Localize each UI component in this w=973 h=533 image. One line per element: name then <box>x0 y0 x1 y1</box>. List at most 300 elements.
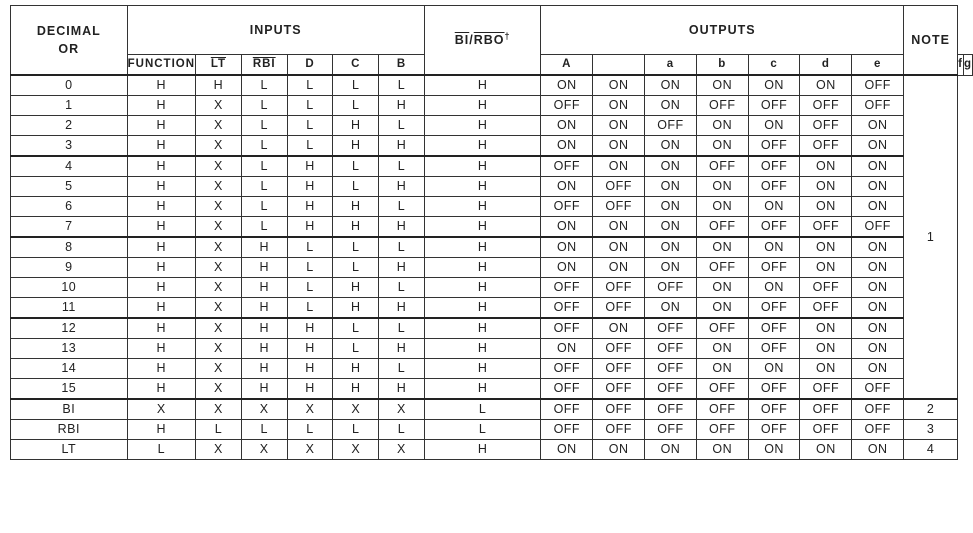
input-cell: H <box>241 318 287 339</box>
input-cell: H <box>379 258 425 278</box>
input-cell: H <box>196 75 242 96</box>
output-cell: OFF <box>645 379 697 400</box>
output-col-g: g <box>963 55 972 76</box>
input-cell: L <box>379 237 425 258</box>
output-cell: OFF <box>852 75 904 96</box>
function-cell: 11 <box>11 298 128 319</box>
output-cell: ON <box>541 237 593 258</box>
output-cell: OFF <box>593 379 645 400</box>
output-cell: OFF <box>593 298 645 319</box>
input-cell: L <box>287 258 333 278</box>
input-cell: H <box>333 116 379 136</box>
input-cell: L <box>287 298 333 319</box>
truth-table-body <box>11 75 973 460</box>
input-cell: X <box>379 440 425 460</box>
output-cell: OFF <box>645 359 697 379</box>
input-cell: L <box>287 96 333 116</box>
input-cell: L <box>379 156 425 177</box>
input-cell: H <box>379 96 425 116</box>
output-cell: ON <box>852 156 904 177</box>
input-cell: X <box>196 237 242 258</box>
input-cell: X <box>196 278 242 298</box>
bi-label: $\overline{BI}$ <box>454 32 470 47</box>
output-cell: ON <box>541 258 593 278</box>
input-cell: H <box>287 197 333 217</box>
output-cell: OFF <box>593 339 645 359</box>
output-cell: ON <box>748 359 800 379</box>
function-cell: 12 <box>11 318 128 339</box>
function-cell: 15 <box>11 379 128 400</box>
output-cell: OFF <box>800 96 852 116</box>
table-row <box>11 440 973 460</box>
input-cell: H <box>379 177 425 197</box>
output-cell: ON <box>696 440 748 460</box>
input-cell: L <box>333 237 379 258</box>
function-cell: 10 <box>11 278 128 298</box>
output-cell: ON <box>593 318 645 339</box>
output-cell: ON <box>593 237 645 258</box>
output-cell: OFF <box>748 420 800 440</box>
input-cell: X <box>196 177 242 197</box>
input-cell: H <box>127 197 195 217</box>
output-cell: OFF <box>593 420 645 440</box>
input-cell: H <box>333 379 379 400</box>
output-cell: ON <box>645 217 697 238</box>
output-cell: ON <box>593 440 645 460</box>
output-cell: ON <box>645 298 697 319</box>
table-row <box>11 399 973 420</box>
output-cell: OFF <box>748 339 800 359</box>
output-cell: OFF <box>645 318 697 339</box>
output-cell: ON <box>800 258 852 278</box>
output-cell: ON <box>696 136 748 157</box>
input-cell: X <box>379 399 425 420</box>
bi-rbo-cell: L <box>424 399 541 420</box>
output-cell: ON <box>696 177 748 197</box>
input-cell: L <box>287 116 333 136</box>
output-cell: ON <box>541 116 593 136</box>
output-cell: ON <box>748 75 800 96</box>
output-cell: ON <box>800 359 852 379</box>
function-cell: 4 <box>11 156 128 177</box>
output-cell: OFF <box>593 359 645 379</box>
table-row <box>11 318 973 339</box>
input-cell: H <box>127 75 195 96</box>
input-col-d: D <box>287 55 333 76</box>
input-cell: H <box>287 156 333 177</box>
output-cell: OFF <box>696 156 748 177</box>
input-cell: H <box>241 359 287 379</box>
output-cell: OFF <box>748 399 800 420</box>
output-cell: OFF <box>800 420 852 440</box>
output-cell: ON <box>852 318 904 339</box>
output-cell: OFF <box>748 258 800 278</box>
input-cell: X <box>333 440 379 460</box>
input-cell: H <box>127 420 195 440</box>
input-col-a: A <box>541 55 593 76</box>
input-cell: H <box>241 258 287 278</box>
note-header: NOTE <box>904 6 958 76</box>
input-cell: L <box>379 197 425 217</box>
output-cell: ON <box>852 440 904 460</box>
bi-rbo-cell: H <box>424 278 541 298</box>
function-cell: BI <box>11 399 128 420</box>
output-cell: ON <box>852 278 904 298</box>
input-cell: X <box>196 440 242 460</box>
input-cell: H <box>241 298 287 319</box>
function-cell: 6 <box>11 197 128 217</box>
input-cell: H <box>379 379 425 400</box>
output-cell: OFF <box>541 298 593 319</box>
bi-rbo-cell: H <box>424 75 541 96</box>
input-cell: H <box>127 359 195 379</box>
output-cell: ON <box>748 278 800 298</box>
output-cell: ON <box>645 156 697 177</box>
table-row <box>11 359 973 379</box>
dagger-mark: † <box>504 30 511 41</box>
output-cell: OFF <box>696 217 748 238</box>
inputs-header: INPUTS <box>127 6 424 55</box>
output-cell: ON <box>645 440 697 460</box>
function-header: FUNCTION <box>127 55 195 76</box>
bi-rbo-cell: H <box>424 440 541 460</box>
input-cell: L <box>333 339 379 359</box>
input-cell: H <box>333 197 379 217</box>
input-cell: L <box>196 420 242 440</box>
input-cell: H <box>287 217 333 238</box>
input-cell: L <box>287 278 333 298</box>
output-cell: ON <box>593 136 645 157</box>
output-cell: OFF <box>748 298 800 319</box>
input-cell: H <box>127 237 195 258</box>
output-cell: OFF <box>593 197 645 217</box>
output-cell: ON <box>800 339 852 359</box>
input-col-c: C <box>333 55 379 76</box>
input-cell: X <box>196 298 242 319</box>
input-cell: H <box>379 339 425 359</box>
input-cell: X <box>196 318 242 339</box>
output-cell: OFF <box>696 420 748 440</box>
output-cell: OFF <box>696 258 748 278</box>
input-cell: X <box>127 399 195 420</box>
output-cell: OFF <box>748 177 800 197</box>
table-row <box>11 156 973 177</box>
output-cell: ON <box>852 237 904 258</box>
function-cell: 14 <box>11 359 128 379</box>
output-cell: OFF <box>800 217 852 238</box>
output-cell: OFF <box>800 116 852 136</box>
input-cell: L <box>241 136 287 157</box>
decimal-header <box>11 6 128 76</box>
output-cell: ON <box>800 177 852 197</box>
bi-rbo-separator: / <box>469 32 474 47</box>
outputs-header: OUTPUTS <box>541 6 904 55</box>
output-cell: ON <box>593 75 645 96</box>
bi-rbo-cell: H <box>424 136 541 157</box>
input-cell: L <box>379 318 425 339</box>
output-cell: OFF <box>541 420 593 440</box>
output-cell: ON <box>645 237 697 258</box>
input-cell: H <box>287 339 333 359</box>
table-row <box>11 75 973 96</box>
output-cell: ON <box>541 217 593 238</box>
input-cell: L <box>333 75 379 96</box>
input-cell: H <box>241 278 287 298</box>
output-cell: OFF <box>541 399 593 420</box>
output-cell: ON <box>541 339 593 359</box>
bi-rbo-header <box>424 6 541 76</box>
input-cell: X <box>196 116 242 136</box>
input-cell: H <box>333 217 379 238</box>
table-row <box>11 217 973 238</box>
output-cell: OFF <box>593 278 645 298</box>
input-cell: H <box>333 359 379 379</box>
output-cell: ON <box>748 197 800 217</box>
function-cell: RBI <box>11 420 128 440</box>
function-cell: 7 <box>11 217 128 238</box>
output-cell: ON <box>852 298 904 319</box>
output-cell: ON <box>800 440 852 460</box>
output-cell: ON <box>541 177 593 197</box>
decimal-header-line2: OR <box>58 42 80 56</box>
input-cell: H <box>127 116 195 136</box>
output-cell: OFF <box>541 156 593 177</box>
output-col-a: a <box>645 55 697 76</box>
output-cell: OFF <box>748 156 800 177</box>
table-row <box>11 96 973 116</box>
input-cell: H <box>127 96 195 116</box>
output-cell: ON <box>696 278 748 298</box>
output-cell: OFF <box>541 379 593 400</box>
input-cell: H <box>127 258 195 278</box>
output-cell: ON <box>593 258 645 278</box>
input-cell: L <box>287 136 333 157</box>
input-cell: L <box>241 217 287 238</box>
input-cell: X <box>196 136 242 157</box>
output-cell: ON <box>541 75 593 96</box>
input-cell: H <box>127 217 195 238</box>
input-cell: L <box>333 156 379 177</box>
input-cell: L <box>241 177 287 197</box>
table-row <box>11 116 973 136</box>
output-cell: ON <box>593 156 645 177</box>
output-cell: OFF <box>645 278 697 298</box>
input-cell: H <box>287 318 333 339</box>
input-cell: X <box>196 339 242 359</box>
output-cell: ON <box>748 237 800 258</box>
bi-rbo-cell: H <box>424 96 541 116</box>
input-cell: H <box>333 136 379 157</box>
input-cell: X <box>287 399 333 420</box>
input-cell: X <box>241 399 287 420</box>
table-row <box>11 258 973 278</box>
output-col-b: b <box>696 55 748 76</box>
input-cell: L <box>333 258 379 278</box>
decimal-header-line1: DECIMAL <box>36 24 101 38</box>
output-col-e: e <box>852 55 904 76</box>
input-cell: L <box>287 75 333 96</box>
output-col-f: f <box>958 55 964 76</box>
input-cell: H <box>241 379 287 400</box>
input-cell: L <box>333 177 379 197</box>
input-col-b: B <box>379 55 425 76</box>
input-cell: L <box>333 420 379 440</box>
input-cell: H <box>127 379 195 400</box>
bi-rbo-cell: L <box>424 420 541 440</box>
output-cell: ON <box>852 339 904 359</box>
function-cell: 2 <box>11 116 128 136</box>
bi-rbo-cell: H <box>424 116 541 136</box>
output-cell: OFF <box>852 420 904 440</box>
output-cell: ON <box>800 156 852 177</box>
input-cell: X <box>196 399 242 420</box>
output-cell: OFF <box>645 116 697 136</box>
output-cell: OFF <box>748 96 800 116</box>
input-cell: L <box>333 96 379 116</box>
output-cell: ON <box>800 318 852 339</box>
table-row <box>11 379 973 400</box>
input-cell: X <box>333 399 379 420</box>
output-cell: OFF <box>852 399 904 420</box>
input-cell: X <box>196 379 242 400</box>
table-row <box>11 420 973 440</box>
input-cell: H <box>379 298 425 319</box>
output-col-d: d <box>800 55 852 76</box>
output-cell: ON <box>645 136 697 157</box>
output-cell: OFF <box>748 379 800 400</box>
output-cell: ON <box>748 440 800 460</box>
input-cell: H <box>287 379 333 400</box>
note-cell-rbi: 3 <box>904 420 958 440</box>
input-cell: H <box>333 298 379 319</box>
truth-table <box>10 5 973 460</box>
input-cell: H <box>127 278 195 298</box>
output-cell: ON <box>852 177 904 197</box>
output-cell: OFF <box>852 96 904 116</box>
bi-rbo-cell: H <box>424 298 541 319</box>
function-cell: 8 <box>11 237 128 258</box>
output-cell: ON <box>696 116 748 136</box>
output-cell: ON <box>645 75 697 96</box>
input-cell: L <box>379 116 425 136</box>
input-cell: L <box>127 440 195 460</box>
input-cell: H <box>127 156 195 177</box>
output-cell: ON <box>800 75 852 96</box>
input-cell: X <box>196 217 242 238</box>
output-cell: OFF <box>748 217 800 238</box>
function-cell: 1 <box>11 96 128 116</box>
input-cell: X <box>196 359 242 379</box>
input-cell: H <box>333 278 379 298</box>
output-cell: OFF <box>852 217 904 238</box>
output-cell: OFF <box>696 399 748 420</box>
input-cell: L <box>241 197 287 217</box>
input-cell: L <box>241 156 287 177</box>
output-col-c: c <box>748 55 800 76</box>
output-cell: OFF <box>800 399 852 420</box>
input-cell: H <box>241 339 287 359</box>
input-cell: L <box>379 75 425 96</box>
output-cell: OFF <box>748 318 800 339</box>
output-cell: ON <box>645 177 697 197</box>
output-cell: OFF <box>593 399 645 420</box>
output-cell: OFF <box>645 420 697 440</box>
input-cell: H <box>379 217 425 238</box>
note-cell-bi: 2 <box>904 399 958 420</box>
output-cell: ON <box>593 96 645 116</box>
input-cell: H <box>287 359 333 379</box>
bi-rbo-cell: H <box>424 237 541 258</box>
table-row <box>11 298 973 319</box>
output-cell: ON <box>696 237 748 258</box>
note-cell-lt: 4 <box>904 440 958 460</box>
output-cell: ON <box>852 258 904 278</box>
bi-rbo-cell: H <box>424 197 541 217</box>
output-cell: ON <box>696 359 748 379</box>
input-cell: L <box>287 237 333 258</box>
output-cell: OFF <box>696 379 748 400</box>
output-cell: OFF <box>541 96 593 116</box>
output-cell: ON <box>852 197 904 217</box>
output-cell: OFF <box>541 278 593 298</box>
input-cell: X <box>287 440 333 460</box>
input-cell: H <box>127 177 195 197</box>
output-cell: ON <box>748 116 800 136</box>
note-cell-digits: 1 <box>904 75 958 399</box>
bi-rbo-cell: H <box>424 379 541 400</box>
input-cell: L <box>241 116 287 136</box>
output-cell: ON <box>593 217 645 238</box>
input-cell: H <box>241 237 287 258</box>
table-row <box>11 177 973 197</box>
input-cell: H <box>127 136 195 157</box>
input-cell: X <box>241 440 287 460</box>
input-cell: H <box>287 177 333 197</box>
bi-rbo-cell: H <box>424 156 541 177</box>
function-cell: 0 <box>11 75 128 96</box>
table-row <box>11 136 973 157</box>
input-cell: L <box>379 420 425 440</box>
output-cell: ON <box>800 237 852 258</box>
function-cell: 3 <box>11 136 128 157</box>
output-cell: OFF <box>593 177 645 197</box>
input-cell: H <box>127 318 195 339</box>
bi-rbo-cell: H <box>424 339 541 359</box>
output-cell: ON <box>852 359 904 379</box>
output-cell: OFF <box>696 318 748 339</box>
bi-rbo-cell: H <box>424 318 541 339</box>
output-cell: OFF <box>645 339 697 359</box>
output-cell: OFF <box>696 96 748 116</box>
table-row <box>11 237 973 258</box>
output-cell: ON <box>852 136 904 157</box>
output-cell: ON <box>645 197 697 217</box>
table-row <box>11 278 973 298</box>
bi-rbo-cell: H <box>424 217 541 238</box>
output-cell: ON <box>696 75 748 96</box>
output-cell: ON <box>645 96 697 116</box>
output-cell: OFF <box>645 399 697 420</box>
input-col-rbi: $\overline{RBI}$ <box>241 55 287 76</box>
output-cell: ON <box>593 116 645 136</box>
output-cell: ON <box>541 440 593 460</box>
input-cell: L <box>379 359 425 379</box>
input-cell: H <box>127 339 195 359</box>
output-cell: ON <box>645 258 697 278</box>
output-cell: ON <box>800 197 852 217</box>
output-cell: ON <box>696 197 748 217</box>
table-row <box>11 339 973 359</box>
